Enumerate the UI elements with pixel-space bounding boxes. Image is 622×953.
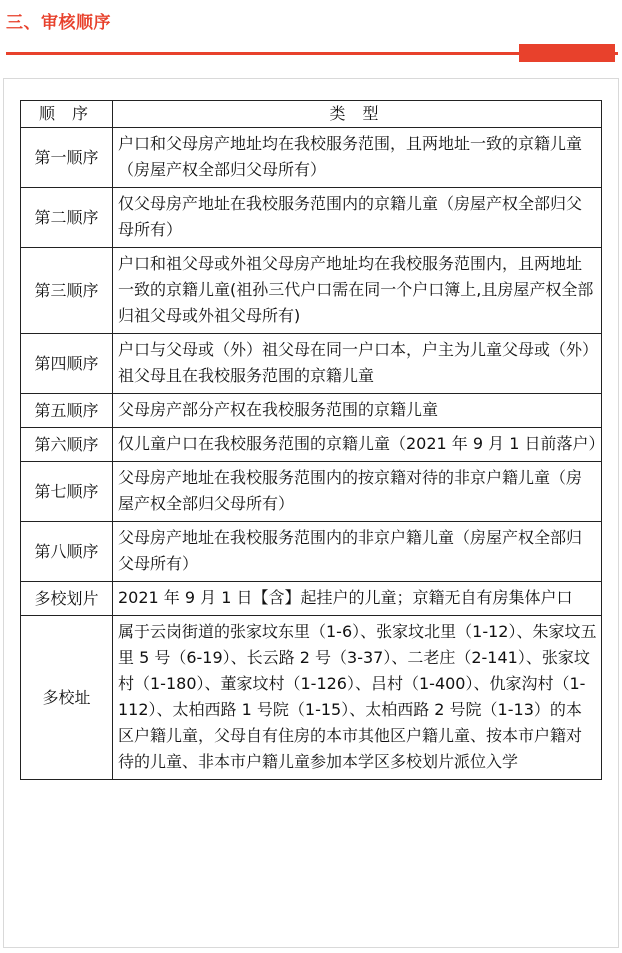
table-row [21,394,602,428]
order-label: 第四顺序 [21,334,113,394]
type-description: 父母房产地址在我校服务范围内的非京户籍儿童（房屋产权全部归父母所有） [113,522,602,582]
table-row [21,188,602,248]
order-label: 第八顺序 [21,522,113,582]
header-order: 顺 序 [21,101,113,128]
review-order-table [20,100,605,780]
section-header [0,0,622,70]
type-description: 2021 年 9 月 1 日【含】起挂户的儿童；京籍无自有房集体户口 [113,582,602,616]
order-label: 第一顺序 [21,128,113,188]
order-label: 第七顺序 [21,462,113,522]
table-row [21,462,602,522]
order-label: 多校划片 [21,582,113,616]
type-description: 户口和祖父母或外祖父母房产地址均在我校服务范围内，且两地址一致的京籍儿童(祖孙三代户口需在同一个户口簿上,且房屋产权全部归祖父母或外祖父母所有) [113,248,602,334]
header-accent-block [519,44,615,62]
table-row [21,428,602,462]
type-description: 户口和父母房产地址均在我校服务范围，且两地址一致的京籍儿童（房屋产权全部归父母所有） [113,128,602,188]
type-description: 户口与父母或（外）祖父母在同一户口本，户主为儿童父母或（外）祖父母且在我校服务范围的京籍儿童 [113,334,602,394]
table-row [21,582,602,616]
order-label: 第六顺序 [21,428,113,462]
header-type: 类 型 [113,101,602,128]
type-description: 仅父母房产地址在我校服务范围内的京籍儿童（房屋产权全部归父母所有） [113,188,602,248]
table-row [21,334,602,394]
order-label: 第三顺序 [21,248,113,334]
type-description: 仅儿童户口在我校服务范围的京籍儿童（2021 年 9 月 1 日前落户） [113,428,602,462]
table-header-row [21,101,602,128]
table-row [21,248,602,334]
table-row [21,128,602,188]
type-description: 父母房产部分产权在我校服务范围的京籍儿童 [113,394,602,428]
section-title: 三、审核顺序 [6,13,111,33]
order-label: 第二顺序 [21,188,113,248]
table-row [21,616,602,780]
order-label: 第五顺序 [21,394,113,428]
type-description: 父母房产地址在我校服务范围内的按京籍对待的非京户籍儿童（房屋产权全部归父母所有） [113,462,602,522]
type-description: 属于云岗街道的张家坟东里（1-6）、张家坟北里（1-12）、朱家坟五里 5 号（6-19）、长云路 2 号（3-37）、二老庄（2-141）、张家坟村（1-180）、董家坟村（1-126）、吕村（1-400）、仇家沟村（1-112）、太柏西路 1 号院（1-15）、太柏西路 2 号院（1-13）的本区户籍儿童，父母自有住房的本市其他区户籍儿童、按本市户籍对待的儿童、非本市户籍儿童参加本学区多校划片派位入学 [113,616,602,780]
table-row [21,522,602,582]
order-label: 多校址 [21,616,113,780]
